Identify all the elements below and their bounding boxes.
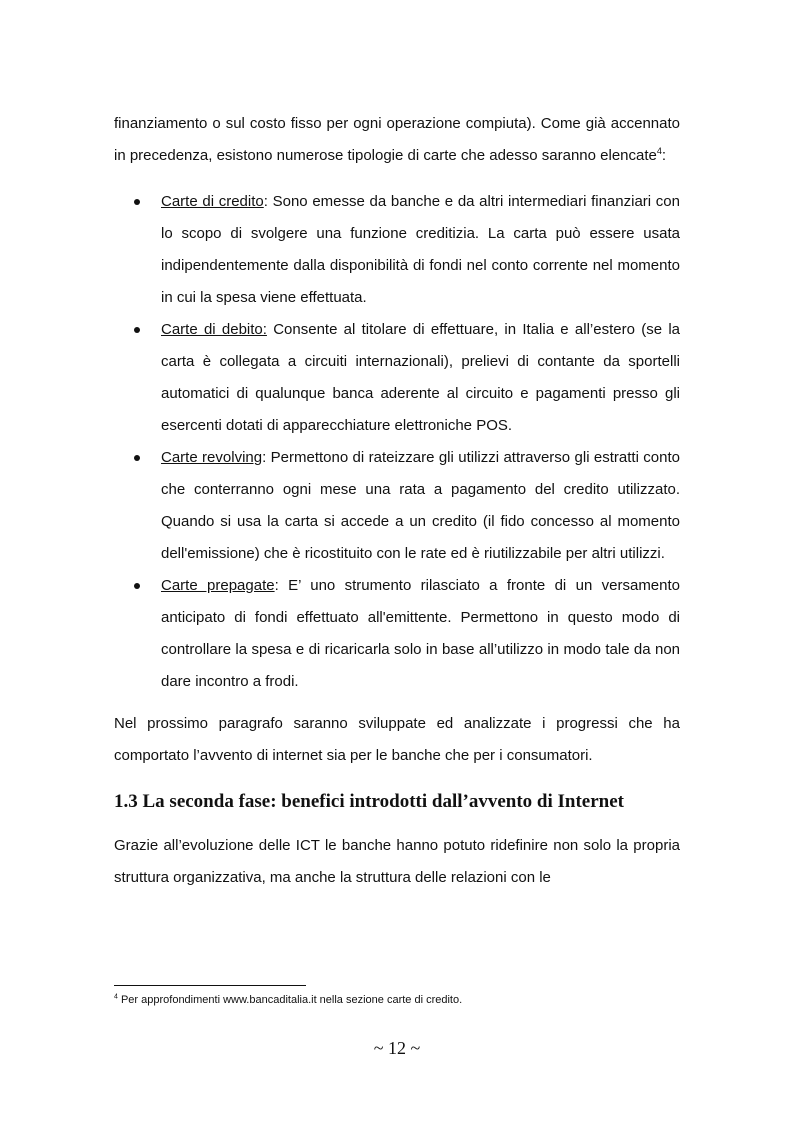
list-item	[114, 314, 680, 442]
intro-tail: :	[661, 147, 667, 164]
bullet-icon	[134, 327, 140, 333]
list-item	[114, 442, 680, 570]
section-heading: 1.3 La seconda fase: benefici introdotti dall’avvento di Internet	[114, 791, 624, 812]
intro-text: finanziamento o sul costo fisso per ogni operazione compiuta). Come già accennato in precedenza, esistono numerose tipologie di carte che adesso saranno elencate	[114, 115, 680, 164]
list-item-text: : Permettono di rateizzare gli utilizzi attraverso gli estratti conto che conterranno ogni mese una rata a pagamento del credito utilizzato. Quando si usa la carta si accede a un credito (il fido concesso al momento dell'emissione) che è ricostituito con le rate ed è riutilizzabile per altri utilizzi.	[161, 449, 680, 562]
intro-paragraph	[114, 108, 680, 172]
footnote-number: 4	[114, 993, 118, 1001]
after-list-paragraph: Nel prossimo paragrafo saranno sviluppate ed analizzate i progressi che ha comportato l’avvento di internet sia per le banche che per i consumatori.	[114, 715, 680, 764]
page-body	[114, 108, 680, 894]
list-item-term: Carte revolving	[161, 449, 263, 466]
footnote-divider	[114, 985, 306, 986]
footnote-reference[interactable]: 4	[656, 146, 662, 156]
list-item	[114, 570, 680, 698]
page-number: ~ 12 ~	[373, 1038, 421, 1058]
bullet-icon	[134, 583, 140, 589]
bullet-icon	[134, 455, 140, 461]
bullet-icon	[134, 199, 140, 205]
footnote	[114, 992, 462, 1008]
list-item-term: Carte di debito:	[161, 321, 267, 338]
list-item-text: : Sono emesse da banche e da altri intermediari finanziari con lo scopo di svolgere una funzione creditizia. La carta può essere usata indipendentemente dalla disponibilità di fondi nel conto corrente nel momento in cui la spesa viene effettuata.	[161, 193, 680, 306]
list-item-term: Carte di credito	[161, 193, 264, 210]
footnote-text: Per approfondimenti www.bancaditalia.it nella sezione carte di credito.	[117, 994, 463, 1006]
card-types-list	[114, 186, 680, 698]
list-item-term: Carte prepagate	[161, 577, 275, 594]
list-item-text: Consente al titolare di effettuare, in Italia e all’estero (se la carta è collegata a circuiti internazionali), prelievi di contante da sportelli automatici di qualunque banca aderente al circuito e pagamenti presso gli esercenti dotati di apparecchiature elettroniche POS.	[161, 321, 680, 434]
list-item	[114, 186, 680, 314]
list-item-text: : E’ uno strumento rilasciato a fronte di un versamento anticipato di fondi effettuato all'emittente. Permettono in questo modo di controllare la spesa e di ricaricarla solo in base all’utilizzo in modo tale da non dare incontro a frodi.	[161, 577, 681, 690]
section-paragraph: Grazie all’evoluzione delle ICT le banche hanno potuto ridefinire non solo la propria struttura organizzativa, ma anche la struttura delle relazioni con le	[114, 837, 680, 886]
